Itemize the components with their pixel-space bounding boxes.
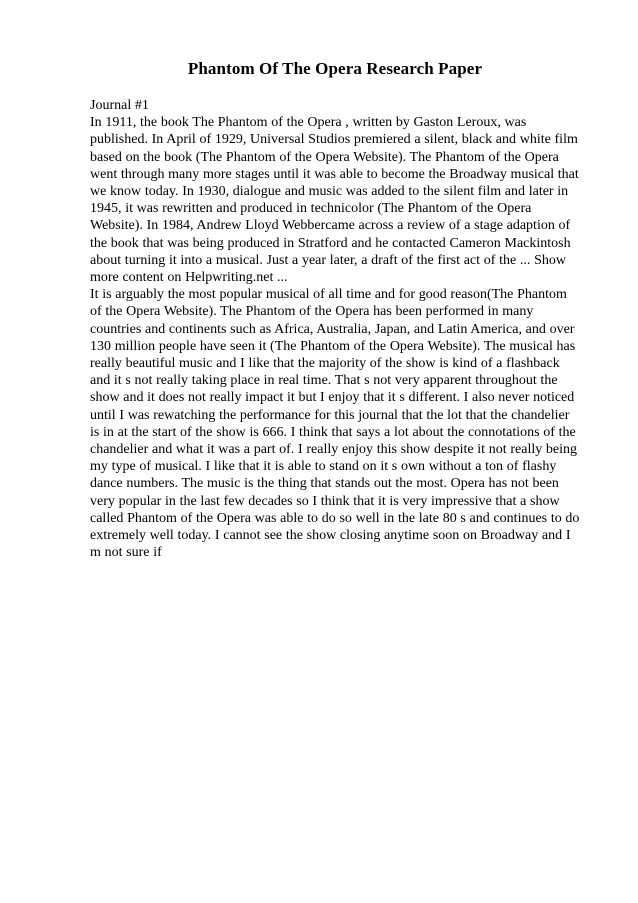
document-title: Phantom Of The Opera Research Paper <box>187 59 483 78</box>
document-body <box>90 97 580 561</box>
journal-heading: Journal #1 <box>90 98 149 113</box>
paragraph-2: It is arguably the most popular musical of all time and for good reason(The Phantom of the Opera Website). The Phantom of the Opera has been performed in many countries and continents such as Africa, Australia, Japan, and Latin America, and over 130 million people have seen it (The Phantom of the Opera Website). The musical has really beautiful music and I like that the majority of the show is kind of a flashback and it s not really taking place in real time. That s not very apparent throughout the show and it does not really impact it but I enjoy that it s different. I also never noticed until I was rewatching the performance for this journal that the lot that the chandelier is in at the start of the show is 666. I think that says a lot about the connotations of the chandelier and what it was a part of. I really enjoy this show despite it not really being my type of musical. I like that it is able to stand on it s own without a ton of flashy dance numbers. The music is the thing that stands out the most. Opera has not been very popular in the last few decades so I think that it is very impressive that a show called Phantom of the Opera was able to do so well in the late 80 s and continues to do extremely well today. I cannot see the show closing anytime soon on Broadway and I m not sure if <box>90 287 580 561</box>
paragraph-1: In 1911, the book The Phantom of the Opera , written by Gaston Leroux, was published. In April of 1929, Universal Studios premiered a silent, black and white film based on the book (The Phantom of the Opera Website). The Phantom of the Opera went through many more stages until it was able to become the Broadway musical that we know today. In 1930, dialogue and music was added to the silent film and later in 1945, it was rewritten and produced in technicolor (The Phantom of the Opera Website). In 1984, Andrew Lloyd Webbercame across a review of a stage adaption of the book that was being produced in Stratford and he contacted Cameron Mackintosh about turning it into a musical. Just a year later, a draft of the first act of the ... Show more content on Helpwriting.net ... <box>90 115 579 286</box>
